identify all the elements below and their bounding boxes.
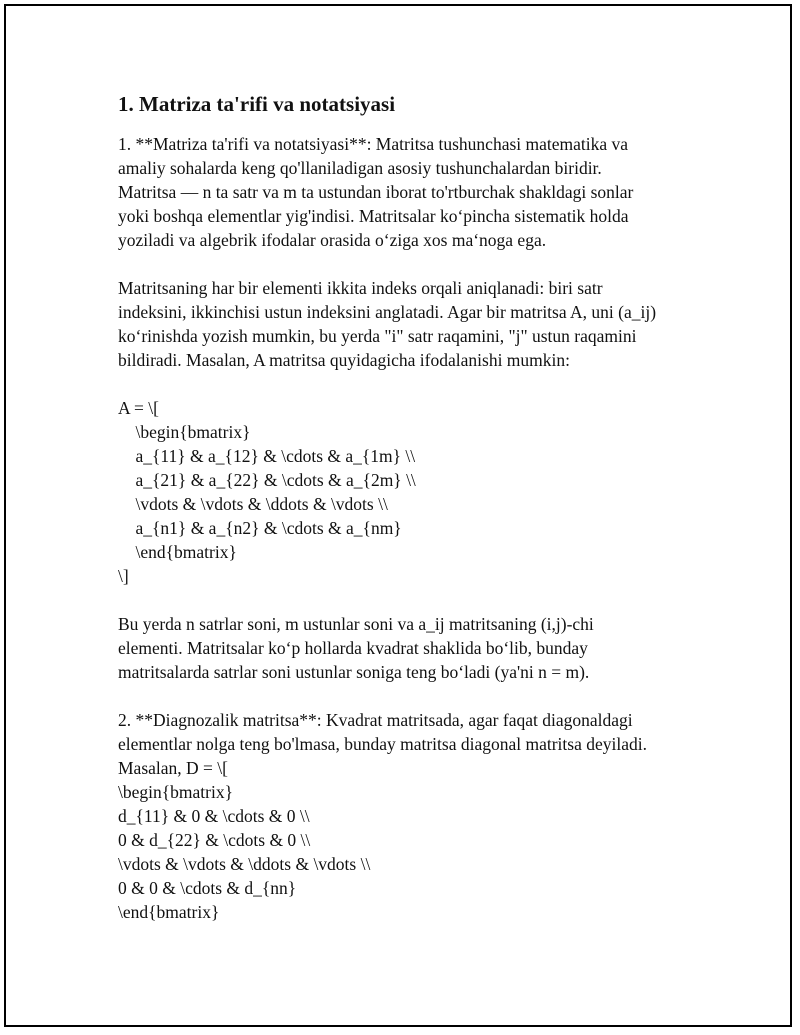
paragraph-gap (118, 252, 718, 276)
text-line: matritsalarda satrlar soni ustunlar soniga teng bo‘ladi (ya'ni n = m). (118, 662, 590, 682)
text-line: d_{11} & 0 & \cdots & 0 \\ (118, 806, 310, 826)
paragraph-gap (118, 684, 718, 708)
text-line: Bu yerda n satrlar soni, m ustunlar soni va a_ij matritsaning (i,j)-chi (118, 614, 594, 634)
text-line: \] (118, 566, 129, 586)
text-line: \begin{bmatrix} (118, 782, 233, 802)
text-line: \end{bmatrix} (118, 902, 220, 922)
text-line: yoziladi va algebrik ifodalar orasida o‘ziga xos ma‘noga ega. (118, 230, 547, 250)
paragraph-square-matrix (118, 612, 718, 684)
text-blocks (118, 132, 718, 924)
text-line: a_{11} & a_{12} & \cdots & a_{1m} \\ (118, 446, 416, 466)
text-line: elementlar nolga teng bo'lmasa, bunday matritsa diagonal matritsa deyiladi. (118, 734, 647, 754)
text-line: bildiradi. Masalan, A matritsa quyidagicha ifodalanishi mumkin: (118, 350, 571, 370)
formula-matrix-a (118, 396, 718, 588)
text-line: Masalan, D = \[ (118, 758, 228, 778)
text-line: a_{21} & a_{22} & \cdots & a_{2m} \\ (118, 470, 416, 490)
paragraph-gap (118, 588, 718, 612)
text-line: \vdots & \vdots & \ddots & \vdots \\ (118, 494, 388, 514)
text-line: ko‘rinishda yozish mumkin, bu yerda "i" satr raqamini, "j" ustun raqamini (118, 326, 637, 346)
text-line: 0 & d_{22} & \cdots & 0 \\ (118, 830, 311, 850)
text-line: yoki boshqa elementlar yig'indisi. Matritsalar ko‘pincha sistematik holda (118, 206, 629, 226)
text-line: Matritsa — n ta satr va m ta ustundan iborat to'rtburchak shakldagi sonlar (118, 182, 634, 202)
text-line: \begin{bmatrix} (118, 422, 251, 442)
paragraph-definition (118, 132, 718, 252)
text-line: \end{bmatrix} (118, 542, 237, 562)
text-line: indeksini, ikkinchisi ustun indeksini anglatadi. Agar bir matritsa A, uni (a_ij) (118, 302, 657, 322)
text-line: elementi. Matritsalar ko‘p hollarda kvadrat shaklida bo‘lib, bunday (118, 638, 588, 658)
text-line: 1. **Matriza ta'rifi va notatsiyasi**: Matritsa tushunchasi matematika va (118, 134, 629, 154)
paragraph-diagonal-matrix (118, 708, 718, 924)
text-line: 2. **Diagnozalik matritsa**: Kvadrat matritsada, agar faqat diagonaldagi (118, 710, 633, 730)
text-line: amaliy sohalarda keng qo'llaniladigan asosiy tushunchalardan biridir. (118, 158, 602, 178)
text-line: \vdots & \vdots & \ddots & \vdots \\ (118, 854, 371, 874)
text-line: A = \[ (118, 398, 159, 418)
paragraph-indices (118, 276, 718, 372)
text-line: Matritsaning har bir elementi ikkita indeks orqali aniqlanadi: biri satr (118, 278, 603, 298)
text-line: a_{n1} & a_{n2} & \cdots & a_{nm} (118, 518, 402, 538)
section-heading: 1. Matriza ta'rifi va notatsiyasi (118, 92, 396, 116)
paragraph-gap (118, 372, 718, 396)
text-line: 0 & 0 & \cdots & d_{nn} (118, 878, 297, 898)
document-body (118, 90, 718, 924)
